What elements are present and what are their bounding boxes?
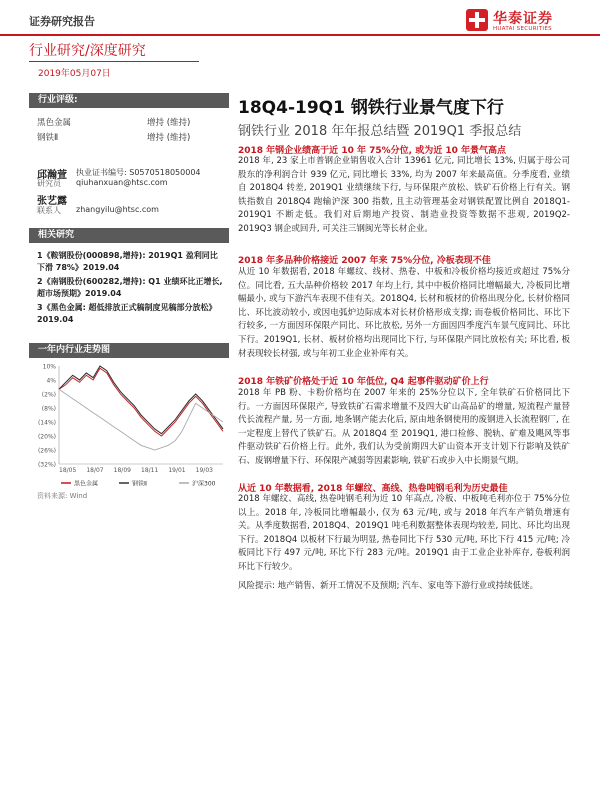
rating-value: 增持 (维持) <box>147 118 191 128</box>
analyst-cert-key: 执业证书编号: <box>76 168 127 177</box>
section-paragraph: 2018 年螺纹、高线, 热卷吨钢毛利为近 10 年高点, 冷板、中板吨毛利亦位于 75%分位以上。2018 年, 冷板同比增幅最小, 仅为 63 元/吨, 或与 2018 年汽车产销负增速有关。从季度数据看, 2018Q4、2019Q1 吨毛利数据整体表现均较差, 同比、环比均出现下行。2018Q4 以板材下行最为明显, 热卷同比下行 530 元/吨, 环比下行 415 元/吨; 冷板同比下行 497 元/吨, 环比下行 283 元/吨。2019Q1 由于工业企业补库存, 卷板利润环比下行较少。 <box>238 494 570 572</box>
header-divider <box>0 34 600 36</box>
analyst-role: 研究员 <box>37 179 61 188</box>
analyst-email[interactable]: qiuhanxuan@htsc.com <box>76 178 168 187</box>
section-paragraph: 2018 年 PB 粉、卡粉价格均在 2007 年来的 25%分位以下, 全年铁矿石价格同比下行。一方面因环保限产, 导致铁矿石需求增量不及四大矿山高品矿的增量, 短流程产量替代长流程产量, 另一方面, 地条钢产能去化后, 原由地条钢使用的废钢进入长流程钢厂, 在一定程度上替代了铁矿石。从 2018Q4 至 2019Q1, 港口检修、脱轨、矿难及飓风等事件驱动铁矿石价格上行。此外, 我们认为受前期四大矿山资本开支计划下行影响及铁矿石、废钢增量下行、环保限产减弱等因素影响, 铁矿石或步入中长期景气期。 <box>238 388 570 466</box>
category-underline <box>29 61 199 62</box>
analyst-email[interactable]: zhangyilu@htsc.com <box>76 205 159 214</box>
section-heading: 2018 年铁矿价格处于近 10 年低位, Q4 起事件驱动矿价上行 <box>238 377 489 387</box>
logo-cross-icon <box>466 9 488 31</box>
y-tick-label: (2%) <box>41 391 56 399</box>
rating-name: 钢铁Ⅱ <box>37 133 59 143</box>
logo-text-cn: 华泰证券 <box>493 11 553 27</box>
report-date: 2019年05月07日 <box>38 69 111 79</box>
rating-section-head: 行业评级: <box>29 93 229 108</box>
y-tick-label: (14%) <box>37 419 56 427</box>
related-section-head: 相关研究 <box>29 228 229 243</box>
x-tick-label: 18/09 <box>113 467 131 474</box>
chart-svg <box>29 362 229 490</box>
rating-row <box>37 131 222 143</box>
y-tick-label: 4% <box>46 377 56 385</box>
rating-name: 黑色金属 <box>37 118 72 128</box>
chart-section-head: 一年内行业走势图 <box>29 343 229 358</box>
rating-value: 增持 (维持) <box>147 133 191 143</box>
x-tick-label: 18/11 <box>141 467 159 474</box>
analyst-cert <box>76 167 201 178</box>
chart-source: 资料来源: Wind <box>37 492 88 500</box>
x-tick-label: 18/07 <box>86 467 104 474</box>
section-paragraph: 2018 年, 23 家上市普钢企业销售收入合计 13961 亿元, 同比增长 13%, 归属于母公司股东的净利润合计 939 亿元, 同比增长 33%, 均为 2007 年来最高值。分季度看, 业绩自 2018Q4 转差, 2019Q1 业绩继续下行, 与环保限产放松、铁矿石价格上行有关。钢铁指数自 2018Q4 跑输沪深 300 指数, 且主动管理基金对钢铁配置比例自 2018Q1-2019Q1 不断走低。我们对后期地产投资、制造业投资等数据不悲观, 2019Q2-2019Q3 钢企或回升, 可关注三钢闽光等长材企业。 <box>238 156 570 234</box>
y-tick-label: (32%) <box>37 461 56 469</box>
analyst-name: 张艺露 <box>37 196 67 207</box>
legend-label: 沪深300 <box>192 480 216 488</box>
section-heading: 2018 年钢企业绩高于近 10 年 75%分位, 或为近 10 年景气高点 <box>238 146 506 156</box>
y-tick-label: (8%) <box>41 405 56 413</box>
section-heading: 2018 年多品种价格接近 2007 年来 75%分位, 冷板表现不佳 <box>238 256 491 266</box>
related-report-link[interactable]: 2《南钢股份(600282,增持): Q1 业绩环比正增长, 超市场预期》2019.04 <box>37 277 223 298</box>
report-category: 行业研究/深度研究 <box>29 43 146 59</box>
x-tick-label: 19/03 <box>195 467 213 474</box>
analyst-role: 联系人 <box>37 206 61 215</box>
doc-type-label: 证券研究报告 <box>29 15 95 28</box>
x-tick-label: 18/05 <box>59 467 77 474</box>
y-tick-label: (20%) <box>37 433 56 441</box>
related-report-link[interactable]: 3《黑色金属: 超低排放正式稿制度见稿部分放松》2019.04 <box>37 303 217 324</box>
rating-row <box>37 116 222 128</box>
related-report-link[interactable]: 1《鞍钢股份(000898,增持): 2019Q1 盈利同比下滑 78%》2019.04 <box>37 251 218 272</box>
legend-label: 钢铁Ⅱ <box>132 480 147 488</box>
x-tick-label: 19/01 <box>168 467 186 474</box>
y-tick-label: 10% <box>42 363 56 371</box>
report-title: 18Q4-19Q1 钢铁行业景气度下行 <box>238 98 504 118</box>
industry-trend-chart <box>29 362 229 490</box>
report-subtitle: 钢铁行业 2018 年年报总结暨 2019Q1 季报总结 <box>238 124 522 139</box>
analyst-cert-value: S0570518050004 <box>129 168 201 177</box>
series-line-3 <box>59 389 223 450</box>
analyst-name: 邱瀚萱 <box>37 170 67 181</box>
section-paragraph: 从近 10 年数据看, 2018 年螺纹、线材、热卷、中板和冷板价格均接近或超过 75%分位。同比看, 五大品种价格较 2017 年均上行, 其中中板价格同比增幅最大, 冷板同比增幅最小, 或与下游汽车表现不佳有关。2018Q4, 长材和板材的价格出现分化, 长材价格同比、环比波动较小, 或因电弧炉边际成本对长材价格形成支撑; 而卷板价格同比、环比下行较多, 一方面因环保限产同比、环比放松, 另外一方面因四季度汽车景气度同比、环比下行。2019Q1, 长材、板材价格均出现同比下行, 与环保限产同比放松有关; 环比看, 板材表现较长材强, 或与年初工业企业补库有关。 <box>238 267 570 359</box>
y-tick-label: (26%) <box>37 447 56 455</box>
section-heading: 从近 10 年数据看, 2018 年螺纹、高线、热卷吨钢毛利为历史最佳 <box>238 484 508 494</box>
risk-note: 风险提示: 地产销售、新开工情况不及预期; 汽车、家电等下游行业或持续低迷。 <box>238 581 539 591</box>
series-line-1 <box>59 368 223 436</box>
legend-label: 黑色金属 <box>74 480 99 488</box>
brand-logo <box>466 6 594 36</box>
logo-text-en: HUATAI SECURITIES <box>493 26 552 32</box>
series-line-2 <box>59 366 223 434</box>
